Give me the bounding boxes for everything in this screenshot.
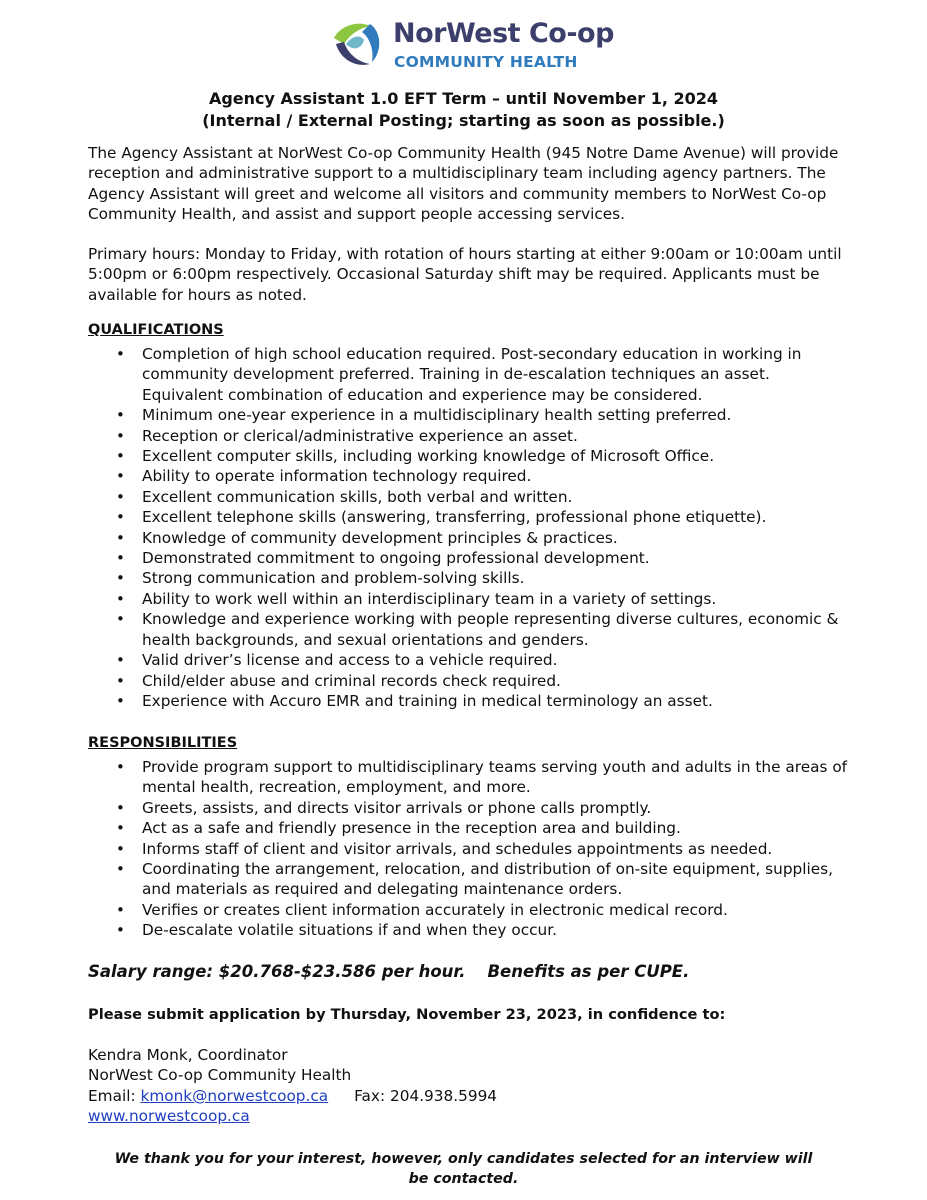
bullet-item: • Strong communication and problem-solving skills. bbox=[88, 568, 848, 588]
bullet-item: • Excellent computer skills, including working knowledge of Microsoft Office. bbox=[88, 446, 848, 466]
bullet-item: • Demonstrated commitment to ongoing professional development. bbox=[88, 548, 848, 568]
qualifications-heading: QUALIFICATIONS bbox=[88, 322, 224, 338]
salary-line bbox=[88, 962, 689, 981]
bullet-item: • Provide program support to multidisciplinary teams serving youth and adults in the areas of mental health, recreation, employment, and more. bbox=[88, 757, 848, 798]
salary-range: Salary range: $20.768-$23.586 per hour. bbox=[88, 962, 466, 981]
bullet-item: • Knowledge and experience working with people representing diverse cultures, economic & health backgrounds, and sexual orientations and genders. bbox=[88, 609, 848, 650]
bullet-item: • Excellent communication skills, both verbal and written. bbox=[88, 487, 848, 507]
norwest-logo bbox=[330, 18, 614, 74]
website-link[interactable]: www.norwestcoop.ca bbox=[88, 1107, 250, 1125]
bullet-item: • Greets, assists, and directs visitor arrivals or phone calls promptly. bbox=[88, 798, 848, 818]
bullet-item: • Ability to work well within an interdisciplinary team in a variety of settings. bbox=[88, 589, 848, 609]
contact-org: NorWest Co-op Community Health bbox=[88, 1066, 352, 1084]
bullet-item: • Child/elder abuse and criminal records check required. bbox=[88, 671, 848, 691]
responsibilities-heading: RESPONSIBILITIES bbox=[88, 735, 238, 751]
bullet-item: • Coordinating the arrangement, relocation, and distribution of on-site equipment, supplies, and materials as required and delegating maintenance orders. bbox=[88, 859, 848, 900]
fax-number: Fax: 204.938.5994 bbox=[354, 1087, 498, 1105]
intro-paragraph: The Agency Assistant at NorWest Co-op Community Health (945 Notre Dame Avenue) will provide reception and administrative support to a multidisciplinary team including agency partners. The Agency Assistant will greet and welcome all visitors and community members to NorWest Co-op Community Health, and assist and support people accessing services. bbox=[88, 144, 839, 224]
bullet-item: • Verifies or creates client information accurately in electronic medical record. bbox=[88, 900, 848, 920]
bullet-item: • Informs staff of client and visitor arrivals, and schedules appointments as needed. bbox=[88, 839, 848, 859]
bullet-item: • Completion of high school education required. Post-secondary education in working in community development preferred. Training in de-escalation techniques an asset. Equivalent combination of education and experience may be considered. bbox=[88, 344, 848, 405]
email-link[interactable]: kmonk@norwestcoop.ca bbox=[140, 1087, 329, 1105]
benefits: Benefits as per CUPE. bbox=[487, 962, 690, 981]
brand-name: NorWest Co-op bbox=[393, 18, 614, 49]
footer-note: We thank you for your interest, however, only candidates selected for an interview will be contacted. bbox=[114, 1151, 813, 1187]
contact-name: Kendra Monk, Coordinator bbox=[88, 1046, 288, 1064]
bullet-item: • Experience with Accuro EMR and training in medical terminology an asset. bbox=[88, 691, 848, 711]
email-label: Email: bbox=[88, 1087, 141, 1105]
responsibilities-list bbox=[88, 757, 848, 941]
bullet-item: • De-escalate volatile situations if and when they occur. bbox=[88, 920, 848, 940]
bullet-item: • Reception or clerical/administrative experience an asset. bbox=[88, 426, 848, 446]
logo-mark-icon bbox=[330, 18, 384, 72]
posting-title: Agency Assistant 1.0 EFT Term – until November 1, 2024 bbox=[208, 89, 719, 108]
hours-paragraph: Primary hours: Monday to Friday, with rotation of hours starting at either 9:00am or 10:00am until 5:00pm or 6:00pm respectively. Occasional Saturday shift may be required. Applicants must be available for hours as noted. bbox=[88, 245, 842, 304]
qualifications-list bbox=[88, 344, 848, 711]
bullet-item: • Excellent telephone skills (answering, transferring, professional phone etiquette). bbox=[88, 507, 848, 527]
contact-email-row bbox=[88, 1086, 497, 1106]
bullet-item: • Knowledge of community development principles & practices. bbox=[88, 528, 848, 548]
submit-instructions: Please submit application by Thursday, November 23, 2023, in confidence to: bbox=[88, 1006, 726, 1023]
brand-subtitle: COMMUNITY HEALTH bbox=[394, 53, 578, 71]
bullet-item: • Valid driver’s license and access to a vehicle required. bbox=[88, 650, 848, 670]
bullet-item: • Minimum one-year experience in a multidisciplinary health setting preferred. bbox=[88, 405, 848, 425]
bullet-item: • Ability to operate information technology required. bbox=[88, 466, 848, 486]
posting-subtitle: (Internal / External Posting; starting as soon as possible.) bbox=[202, 111, 725, 130]
bullet-item: • Act as a safe and friendly presence in the reception area and building. bbox=[88, 818, 848, 838]
